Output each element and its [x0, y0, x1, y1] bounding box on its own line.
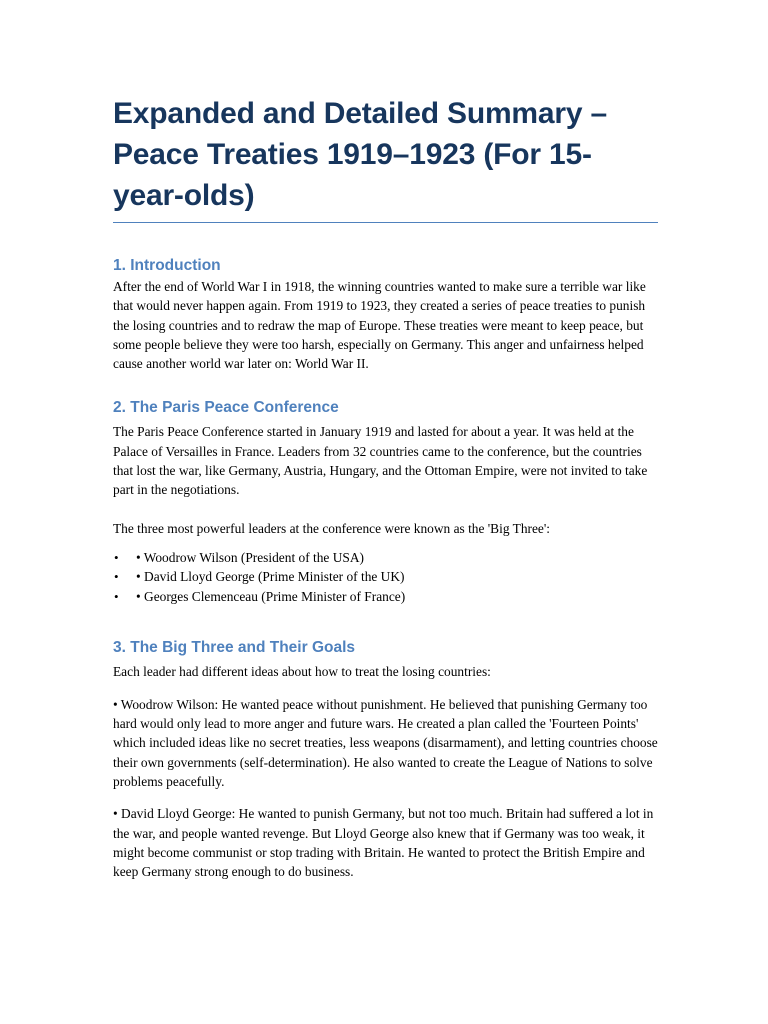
paragraph-conference: The Paris Peace Conference started in January 1919 and lasted for about a year. It was held at the Palace of Versailles in France. Leaders from 32 countries came to the conference, but the countries that lost the war, like Germany, Austria, Hungary, and the Ottoman Empire, were not invited to take part in the negotiations.	[113, 424, 648, 498]
list-item	[113, 587, 658, 607]
list-item	[113, 548, 658, 568]
paragraph-introduction: After the end of World War I in 1918, the winning countries wanted to make sure a terrible war like that would never happen again. From 1919 to 1923, they created a series of peace treaties to punish the losing countries and to redraw the map of Europe. These treaties were meant to keep peace, but some people believe they were too harsh, especially on Germany. This anger and unfairness helped cause another world war later on: World War II.	[113, 279, 646, 372]
section-heading-introduction: 1. Introduction	[113, 257, 221, 274]
paragraph-lloyd-george: • David Lloyd George: He wanted to punish Germany, but not too much. Britain had suffered a lot in the war, and people wanted revenge. But Lloyd George also knew that if Germany was too weak, it might become communist or stop trading with Britain. He wanted to protect the British Empire and keep Germany strong enough to do business.	[113, 806, 654, 880]
paragraph-big-three-intro: The three most powerful leaders at the conference were known as the 'Big Three':	[113, 520, 550, 536]
list-item-text: • Georges Clemenceau (Prime Minister of France)	[136, 588, 406, 604]
paragraph-goals-intro: Each leader had different ideas about how to treat the losing countries:	[113, 664, 491, 680]
list-item-text: • Woodrow Wilson (President of the USA)	[136, 549, 364, 565]
bullet-glyph: •	[114, 549, 119, 565]
section-heading-big-three-goals: 3. The Big Three and Their Goals	[113, 639, 356, 657]
document-page	[113, 93, 658, 881]
section-heading-paris-peace-conference: 2. The Paris Peace Conference	[113, 399, 339, 417]
document-title: Expanded and Detailed Summary – Peace Treaties 1919–1923 (For 15-year-olds)	[113, 93, 658, 223]
list-item	[113, 567, 658, 587]
big-three-list	[113, 548, 658, 607]
bullet-glyph: •	[114, 588, 119, 604]
list-item-text: • David Lloyd George (Prime Minister of the UK)	[136, 569, 405, 585]
bullet-glyph: •	[114, 569, 119, 585]
paragraph-wilson: • Woodrow Wilson: He wanted peace without punishment. He believed that punishing Germany too hard would only lead to more anger and future wars. He created a plan called the 'Fourteen Points' which included ideas like no secret treaties, less weapons (disarmament), and letting countries choose their own governments (self-determination). He also wanted to create the League of Nations to solve problems peacefully.	[113, 696, 658, 789]
